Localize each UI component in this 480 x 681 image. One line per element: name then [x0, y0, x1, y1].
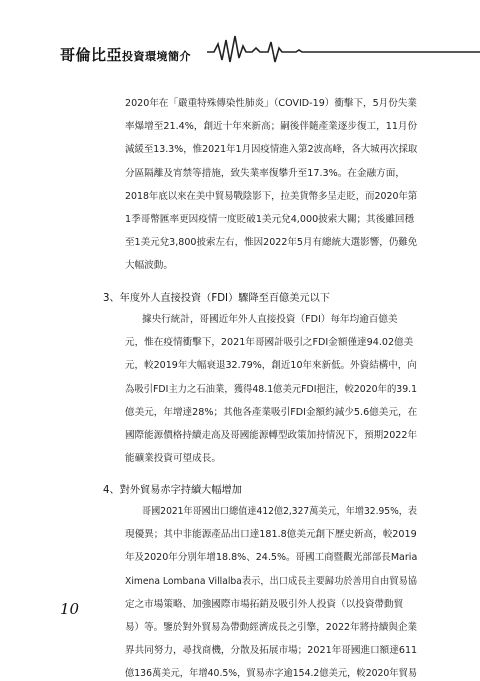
paragraph-line: 至1美元兌3,800披索左右，惟因2022年5月有總統大選影響，仍難免 — [125, 237, 418, 249]
paragraph-line: 率爆增至21.4%，創近十年來新高；嗣後伴隨產業逐步復工，11月份 — [125, 121, 418, 133]
paragraph-line: 元，惟在疫情衝擊下，2021年哥國計吸引之FDI金額僅達94.02億美 — [125, 337, 414, 349]
paragraph-line: 億136萬美元，年增40.5%，貿易赤字逾154.2億美元，較2020年貿易 — [125, 668, 418, 680]
page-header — [0, 0, 480, 62]
header-title-subtitle: 投資環境簡介 — [122, 50, 192, 63]
page-number: 10 — [60, 600, 80, 618]
paragraph-line: 2020年在「嚴重特殊傳染性肺炎」（COVID-19）衝擊下，5月份失業 — [125, 98, 417, 109]
paragraph-line: 億美元，年增達28%；其他各產業吸引FDI金額約減少5.6億美元，在 — [125, 406, 418, 418]
paragraph-line: Ximena Lombana Villalba表示，出口成長主要歸功於善用自由貿易協 — [125, 575, 418, 587]
header-title-country: 哥倫比亞 — [60, 46, 123, 64]
paragraph-line: 能礦業投資可望成長。 — [125, 453, 221, 465]
section-4-heading: 4、對外貿易赤字持續大幅增加 — [103, 485, 242, 496]
paragraph-line: 易）等。鑒於對外貿易為帶動經濟成長之引擎，2022年將持續與企業 — [125, 622, 418, 633]
paragraph-line: 國際能源價格持續走高及哥國能源轉型政策加持情況下，預期2022年 — [125, 430, 418, 441]
paragraph-line: 哥國2021年哥國出口總值達412億2,327萬美元，年增32.95%，表 — [142, 506, 418, 517]
section-3-heading: 3、年度外人直接投資（FDI）驟降至百億美元以下 — [103, 293, 330, 304]
paragraph-line: 年及2020年分別年增18.8%、24.5%。哥國工商暨觀光部部長Maria — [125, 552, 418, 564]
paragraph-line: 1季哥幣匯率更因疫情一度貶破1美元兌4,000披索大關；其後雖回穩 — [125, 214, 415, 225]
paragraph-line: 定之市場策略、加強國際市場拓銷及吸引外人投資（以投資帶動貿 — [125, 598, 404, 610]
paragraph-line: 大幅波動。 — [125, 260, 173, 272]
paragraph-line: 分區隔離及宵禁等措施，致失業率復攀升至17.3%。在金融方面， — [125, 167, 405, 179]
paragraph-line: 2018年底以來在美中貿易戰陰影下，拉美貨幣多呈走貶，而2020年第 — [125, 190, 418, 202]
header-pulse-line — [0, 30, 480, 66]
paragraph-line: 界共同努力，尋找商機，分散及拓展市場；2021年哥國進口額達611 — [125, 645, 418, 657]
paragraph-line: 據央行統計，哥國近年外人直接投資（FDI）每年均逾百億美 — [142, 314, 398, 325]
paragraph-line: 減緩至13.3%，惟2021年1月因疫情進入第2波高峰，各大城再次採取 — [125, 144, 418, 156]
paragraph-line: 為吸引FDI主力之石油業，獲得48.1億美元FDI挹注，較2020年的39.1 — [125, 383, 418, 395]
paragraph-line: 現優異；其中非能源產品出口達181.8億美元創下歷史新高，較2019 — [125, 529, 417, 541]
paragraph-line: 元，較2019年大幅衰退32.79%，創近10年來新低。外資結構中，向 — [125, 360, 417, 372]
